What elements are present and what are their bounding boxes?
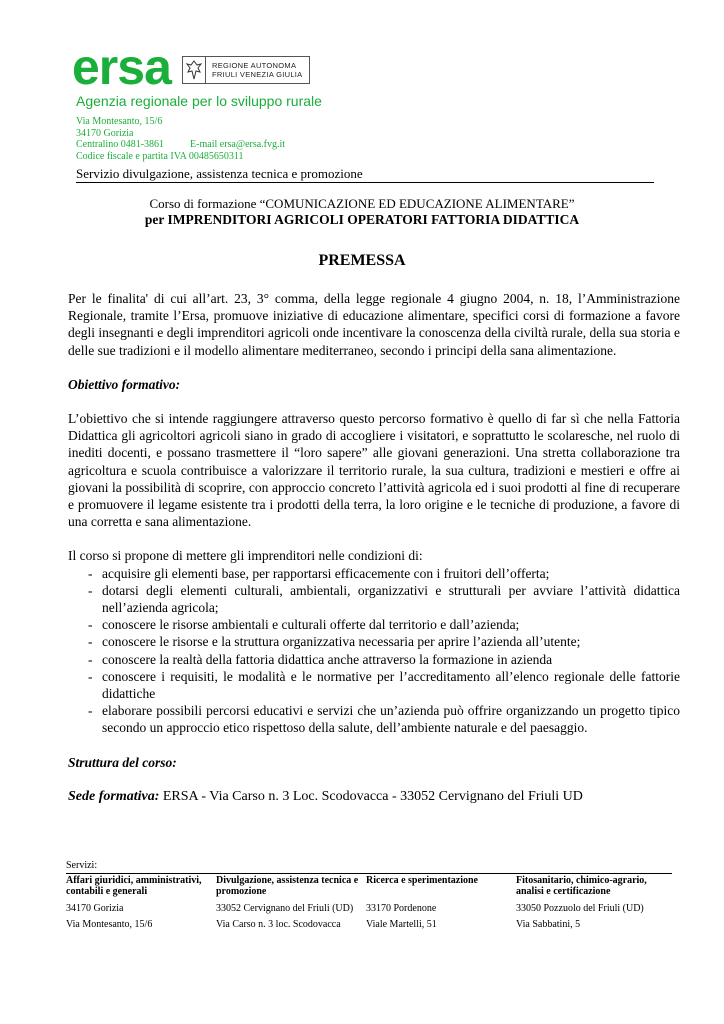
list-item: - conoscere le risorse e la struttura organizzativa necessaria per aprire l’azienda all’utente; bbox=[88, 634, 581, 650]
service-col-city: 34170 Gorizia bbox=[66, 902, 124, 914]
service-col-street: Via Sabbatini, 5 bbox=[516, 919, 581, 930]
service-col-street: Via Montesanto, 15/6 bbox=[66, 919, 153, 930]
region-logo-box bbox=[182, 56, 310, 84]
service-name: Servizio divulgazione, assistenza tecnica e promozione bbox=[76, 166, 654, 183]
service-col-title: Divulgazione, assistenza tecnica e promozione bbox=[216, 874, 359, 897]
obiettivo-paragraph: L’obiettivo che si intende raggiungere attraverso questo percorso formativo è quello di far sì che nella Fattoria Didattica gli agricoltori agricoli siano in grado di accogliere i visitatori, e soprattutto le scolaresche, nel ruolo di inediti docenti, e possano trasmettere il “loro sapere” alle giovani generazioni. Una stretta collaborazione tra agricoltura e scuola contribuisce a valorizzare il territorio rurale, la sua cultura, tradizioni e mestieri e offre ai giovani la possibilità di scoprire, con approccio concreto l’attività agricola ed i suoi prodotti al fine di recuperare e promuovere il legame esistente tra i prodotti della terra, la loro origine e le tecniche di produzione, a favore di una corretta e sana alimentazione. bbox=[68, 411, 680, 530]
address-city: 34170 Gorizia bbox=[76, 127, 134, 139]
course-title bbox=[0, 196, 724, 228]
service-col-title: Ricerca e sperimentazione bbox=[366, 874, 478, 886]
obiettivo-title: Obiettivo formativo: bbox=[68, 376, 181, 392]
service-col-city: 33052 Cervignano del Friuli (UD) bbox=[216, 902, 354, 914]
list-intro: Il corso si propone di mettere gli imprenditori nelle condizioni di: bbox=[68, 548, 423, 564]
address-phone: Centralino 0481-3861 bbox=[76, 139, 165, 150]
ersa-logo: ersa bbox=[72, 39, 171, 95]
list-item: - dotarsi degli elementi culturali, ambientali, organizzativi e strutturali per avviare l’attività didattica nell’azienda agricola; bbox=[88, 582, 680, 616]
service-col-city: 33050 Pozzuolo del Friuli (UD) bbox=[516, 902, 644, 914]
servizi-label: Servizi: bbox=[66, 860, 672, 874]
service-col-title: Affari giuridici, amministrativi, contabili e generali bbox=[66, 874, 202, 897]
address-contacts bbox=[76, 139, 285, 151]
region-name bbox=[206, 61, 303, 79]
service-col-street: Viale Martelli, 51 bbox=[366, 919, 437, 930]
struttura-title: Struttura del corso: bbox=[68, 754, 177, 770]
sede-formativa bbox=[68, 788, 680, 805]
agency-address bbox=[76, 116, 285, 162]
services-title-row bbox=[66, 874, 672, 898]
services-street-row bbox=[66, 918, 672, 931]
list-item: - acquisire gli elementi base, per rapportarsi efficacemente con i fruitori dell’offerta; bbox=[88, 565, 550, 581]
eagle-emblem-icon bbox=[183, 57, 206, 83]
goals-list bbox=[68, 565, 680, 737]
address-tax-code: Codice fiscale e partita IVA 00485650311 bbox=[76, 150, 244, 162]
region-line-1: REGIONE AUTONOMA bbox=[212, 61, 297, 70]
document-body bbox=[68, 290, 680, 805]
premessa-paragraph: Per le finalita' di cui all’art. 23, 3° comma, della legge regionale 4 giugno 2004, n. 18, l’Amministrazione Regionale, tramite l’Ersa, promuove iniziative di educazione alimentare, specifici corsi di formazione a favore degli insegnanti e degli imprenditori agricoli onde incentivare la conoscenza della civiltà rurale, della sua storia e delle sue tradizioni e il modello alimentare mediterraneo, secondo i principi della sana alimentazione. bbox=[68, 291, 680, 358]
service-col-city: 33170 Pordenone bbox=[366, 902, 437, 914]
list-item: - conoscere la realtà della fattoria didattica anche attraverso la formazione in azienda bbox=[88, 651, 553, 667]
agency-tagline: Agenzia regionale per lo sviluppo rurale bbox=[76, 93, 322, 109]
list-item: - elaborare possibili percorsi educativi e servizi che un’azienda può offrire organizzando un progetto tipico secondo un approccio etico rispettoso della salute, dell’ambiente naturale e del paesaggio. bbox=[88, 703, 680, 736]
course-title-line-2: per IMPRENDITORI AGRICOLI OPERATORI FATTORIA DIDATTICA bbox=[144, 212, 580, 227]
region-line-2: FRIULI VENEZIA GIULIA bbox=[212, 70, 303, 79]
list-item: - conoscere i requisiti, le modalità e le normative per l’accreditamento all’elenco regionale delle fattorie didattiche bbox=[88, 668, 680, 702]
service-col-title: Fitosanitario, chimico-agrario, analisi e certificazione bbox=[516, 874, 647, 897]
service-col-street: Via Carso n. 3 loc. Scodovacca bbox=[216, 919, 341, 930]
address-street: Via Montesanto, 15/6 bbox=[76, 116, 163, 127]
list-item: - conoscere le risorse ambientali e culturali offerte dal territorio e dall’azienda; bbox=[88, 617, 520, 633]
services-city-row bbox=[66, 902, 672, 915]
section-heading-premessa: PREMESSA bbox=[318, 252, 406, 269]
footer-services bbox=[66, 860, 672, 931]
sede-value: ERSA - Via Carso n. 3 Loc. Scodovacca - 33052 Cervignano del Friuli UD bbox=[159, 788, 583, 804]
course-title-line-1: Corso di formazione “COMUNICAZIONE ED EDUCAZIONE ALIMENTARE” bbox=[149, 196, 575, 211]
sede-label: Sede formativa: bbox=[68, 788, 160, 804]
address-email: E-mail ersa@ersa.fvg.it bbox=[190, 139, 286, 150]
